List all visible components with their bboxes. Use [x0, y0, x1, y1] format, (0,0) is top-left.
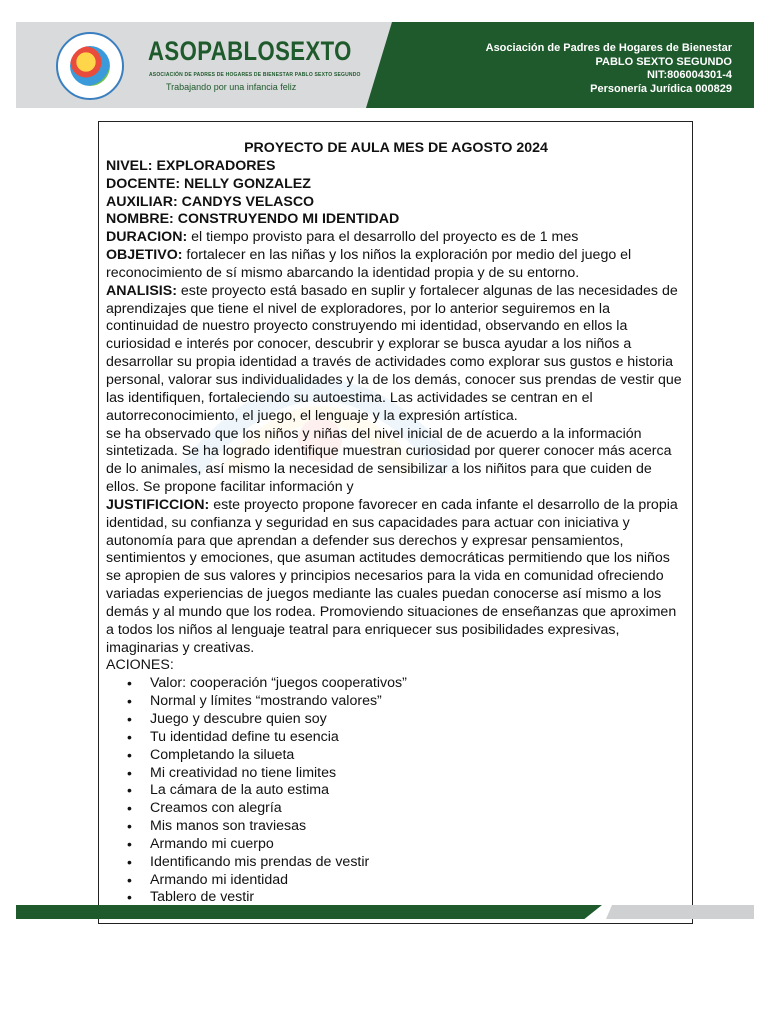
project-name-line: NOMBRE: CONSTRUYENDO MI IDENTIDAD	[106, 211, 400, 228]
justification-paragraph	[106, 497, 686, 658]
justification-label: JUSTIFICCION:	[106, 496, 210, 513]
list-item: • Mi creatividad no tiene limites	[106, 765, 686, 783]
brand-subtitle: ASOCIACIÓN DE PADRES DE HOGARES DE BIENESTAR PABLO SEXTO SEGUNDO	[149, 72, 361, 78]
list-item: • Mis manos son traviesas	[106, 818, 686, 836]
org-name: Asociación de Padres de Hogares de Bienestar	[485, 42, 732, 54]
logo-children-emblem	[70, 46, 110, 86]
list-item: • Armando mi identidad	[106, 872, 686, 890]
duration-paragraph	[106, 229, 686, 247]
objective-paragraph	[106, 247, 686, 283]
observation-paragraph: se ha observado que los niños y niñas del nivel inicial de de acuerdo a la información sintetizada. Se ha logrado identifique muestran curiosidad por querer conocer más acerca de lo animales, así mismo la necesidad de sensibilizar a los niñitos para que cuiden de ellos. Se propone facilitar información y	[106, 425, 672, 496]
org-legal-status: Personería Jurídica 000829	[590, 82, 732, 95]
analysis-text: este proyecto está basado en suplir y fortalecer algunas de las necesidades de aprendizajes que tiene el nivel de exploradores, por lo anterior seguiremos en la continuidad de nuestro proyecto construyendo mi identidad, observando en ellos la curiosidad e interés por conocer, descubrir y explorar se busca ayudar a los niños a desarrollar su propia identidad a través de actividades como explorar sus gustos e historia personal, valorar sus individualidades y la de los demás, conocer sus prendas de vestir que las identifiquen, fortaleciendo su autoestima. Las actividades se centran en el autorreconocimiento, el juego, el lenguaje y la expresión artística.	[106, 282, 682, 424]
brand-name: ASOPABLOSEXTO	[148, 36, 352, 66]
list-item: • Completando la silueta	[106, 747, 686, 765]
org-name-line2: PABLO SEXTO SEGUNDO	[595, 55, 732, 68]
actions-list	[106, 675, 686, 907]
level-line: NIVEL: EXPLORADORES	[106, 157, 276, 174]
actions-heading: ACIONES:	[106, 657, 174, 674]
document-body	[106, 140, 686, 907]
letterhead-banner	[16, 22, 754, 108]
list-item: • Valor: cooperación “juegos cooperativos”	[106, 675, 686, 693]
analysis-paragraph	[106, 283, 686, 426]
duration-label: DURACION:	[106, 229, 188, 246]
document-title: PROYECTO DE AULA MES DE AGOSTO 2024	[244, 140, 548, 156]
list-item: • Armando mi cuerpo	[106, 836, 686, 854]
list-item: • Tu identidad define tu esencia	[106, 729, 686, 747]
list-item: • La cámara de la auto estima	[106, 782, 686, 800]
list-item: • Tablero de vestir	[106, 889, 686, 907]
organization-info	[486, 42, 732, 96]
objective-text: fortalecer en las niñas y los niños la exploración por medio del juego el reconocimiento de sí mismo abarcando la identidad propia y de su entorno.	[106, 247, 632, 281]
assistant-line: AUXILIAR: CANDYS VELASCO	[106, 193, 315, 210]
list-item: • Juego y descubre quien soy	[106, 711, 686, 729]
duration-text: el tiempo provisto para el desarrollo del proyecto es de 1 mes	[187, 229, 579, 246]
justification-text: este proyecto propone favorecer en cada infante el desarrollo de la propia identidad, su confianza y seguridad en sus capacidades para actuar con iniciativa y autonomía para que aprendan a defender sus derechos y expresar pensamientos, sentimientos y emociones, que asuman actitudes democráticas permitiendo que los niños se apropien de sus valores y principios necesarios para la vida en comunidad ofreciendo variadas experiencias de juegos mediante las cuales puedan conocerse así mismo a los demás y al mundo que los rodea. Promoviendo situaciones de enseñanzas que aproximen a todos los niños al lenguaje teatral para enriquecer sus posibilidades expresivas, imaginarias y creativas.	[106, 496, 678, 656]
teacher-line: DOCENTE: NELLY GONZALEZ	[106, 175, 311, 192]
list-item: • Normal y límites “mostrando valores”	[106, 693, 686, 711]
list-item: • Creamos con alegría	[106, 800, 686, 818]
list-item: • Identificando mis prendas de vestir	[106, 854, 686, 872]
association-logo-icon	[56, 32, 124, 100]
objective-label: OBJETIVO:	[106, 247, 183, 264]
brand-tagline: Trabajando por una infancia feliz	[166, 82, 297, 92]
org-nit: NIT:806004301-4	[646, 69, 732, 81]
analysis-label: ANALISIS:	[106, 282, 177, 299]
